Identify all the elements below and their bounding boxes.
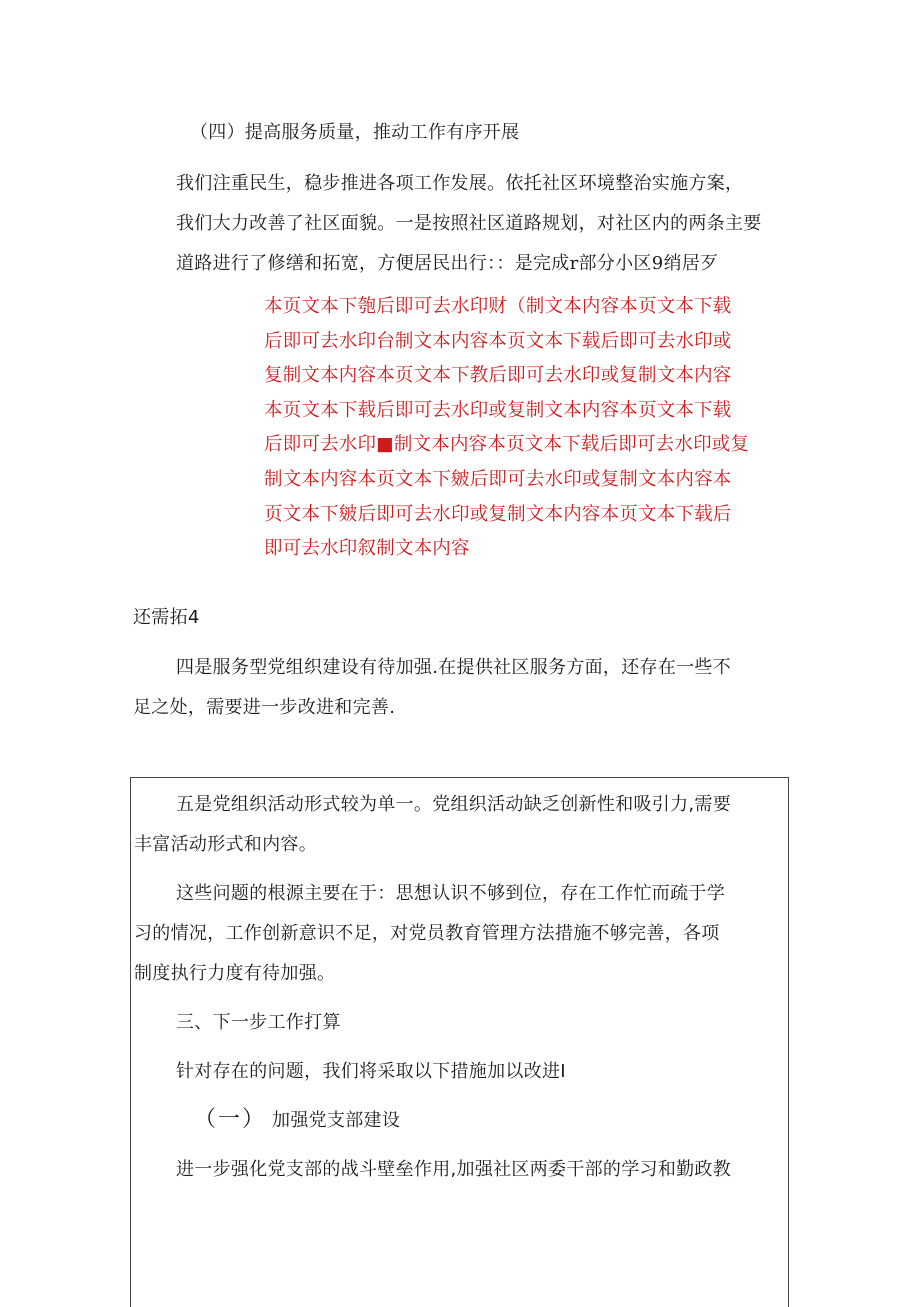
section-four-heading: （四）提高服务质量，推动工作有序开展 <box>190 122 520 143</box>
paragraph-line: 足之处，需要进一步改进和完善. <box>133 697 396 718</box>
paragraph-line: 这些问题的根源主要在于：思想认识不够到位，存在工作忙而疏于学 <box>176 883 725 904</box>
watermark-line: 后即可去水印■制文本内容本页文本下载后即可去水印或复 <box>264 434 750 456</box>
bordered-text-box <box>130 777 789 1307</box>
paragraph-line: 我们大力改善了社区面貌。一是按照社区道路规划，对社区内的两条主要 <box>176 213 762 234</box>
watermark-notice <box>264 292 784 569</box>
paragraph-line: 四是服务型党组织建设有待加强.在提供社区服务方面，还存在一些不 <box>176 657 732 678</box>
subsection-one-heading <box>194 1108 400 1133</box>
paragraph-line: 制度执行力度有待加强。 <box>134 963 336 984</box>
watermark-line: 本页文本下匏后即可去水印财（制文本内容本页文本下载 <box>264 296 732 317</box>
subsection-title: 加强党支部建设 <box>272 1110 401 1131</box>
watermark-line: 制文本内容本页文本下皴后即可去水印或复制文本内容本 <box>264 468 732 490</box>
paragraph-line: 道路进行了修缮和拓宽，方便居民出行：：是完成r部分小区9绡居歹 <box>176 253 719 274</box>
watermark-line: 本页文本下载后即可去水印或复制文本内容本页文本下载 <box>264 399 732 421</box>
watermark-line: 即可去水印叙制文本内容 <box>264 538 470 560</box>
section-three-heading: 三、下一步工作打算 <box>176 1012 341 1033</box>
paragraph-line: 进一步强化党支部的战斗壁垒作用,加强社区两委干部的学习和勤政教 <box>176 1159 732 1180</box>
paragraph-line: 习的情况，工作创新意识不足，对党员教育管理方法措施不够完善，各项 <box>134 923 720 944</box>
paragraph-line: 针对存在的问题，我们将采取以下措施加以改进I <box>176 1061 566 1082</box>
paragraph-line: 我们注重民生，稳步推进各项工作发展。依托社区环境整治实施方案， <box>176 173 744 194</box>
watermark-line: 页文本下皴后即可去水印或复制文本内容本页文本下载后 <box>264 503 732 525</box>
watermark-line: 后即可去水印台制文本内容本页文本下载后即可去水印或 <box>264 330 732 352</box>
subsection-number: （一） <box>194 1107 267 1132</box>
watermark-line: 复制文本内容本页文本下教后即可去水印或复制文本内容 <box>264 365 732 387</box>
fragment-text: 还需拓4 <box>133 607 200 628</box>
paragraph-line: 丰富活动形式和内容。 <box>134 834 317 855</box>
paragraph-line: 五是党组织活动形式较为单一。党组织活动缺乏创新性和吸引力,需要 <box>176 794 732 815</box>
